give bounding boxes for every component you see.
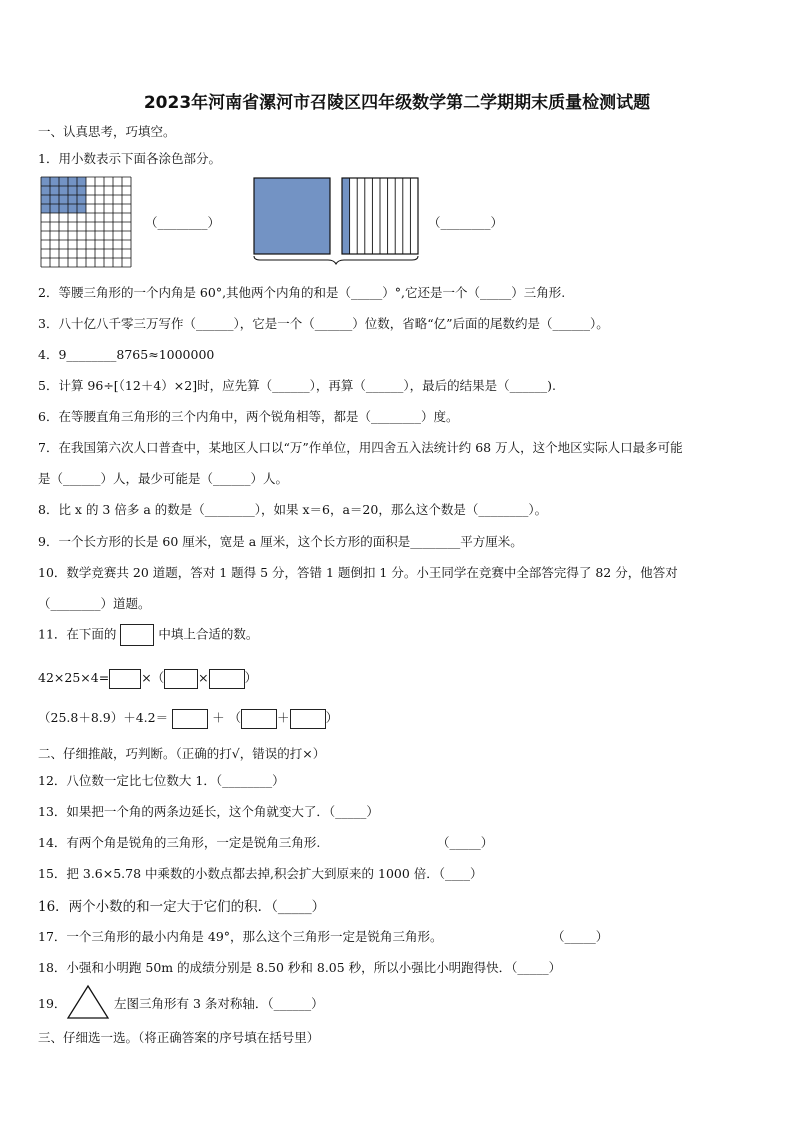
question-2: 2．等腰三角形的一个内角是 60°,其他两个内角的和是（_____）°,它还是一个（_____）三角形. (38, 285, 566, 300)
question-16: 16．两个小数的和一定大于它们的积．（_____） (38, 899, 326, 915)
grid-10x10-figure (40, 176, 132, 268)
q11-equation-1 (38, 668, 257, 689)
question-6: 6．在等腰直角三角形的三个内角中，两个锐角相等，都是（________）度。 (38, 409, 459, 424)
question-17: 17．一个三角形的最小内角是 49°，那么这个三角形一定是锐角三角形。 (38, 929, 443, 944)
eq1-box-2[interactable] (164, 669, 198, 689)
question-10-line-2: （________）道题。 (38, 596, 151, 611)
eq1-times: ×（ (141, 670, 165, 685)
question-19-text: 左图三角形有 3 条对称轴．（______） (114, 996, 324, 1011)
triangle-figure (66, 984, 110, 1020)
question-7-line-2: 是（______）人，最少可能是（______）人。 (38, 471, 289, 486)
question-5: 5．计算 96÷[（12＋4）×2]时，应先算（______），再算（______），最后的结果是（______). (38, 378, 556, 393)
question-9: 9．一个长方形的长是 60 厘米，宽是 a 厘米，这个长方形的面积是________平方厘米。 (38, 534, 523, 549)
q11-prefix: 11．在下面的 (38, 626, 117, 642)
section-1-heading: 一、认真思考，巧填空。 (38, 124, 176, 139)
strip-shaded (342, 178, 350, 254)
question-7-line-1: 7．在我国第六次人口普查中，某地区人口以“万”作单位，用四舍五入法统计约 68 万人，这个地区实际人口最多可能 (38, 440, 683, 455)
question-19-number: 19． (38, 996, 67, 1011)
question-4: 4．9________8765≈1000000 (38, 347, 215, 362)
question-11 (38, 624, 258, 646)
eq2-box-2[interactable] (241, 709, 277, 729)
question-10-line-1: 10．数学竞赛共 20 道题，答对 1 题得 5 分，答错 1 题倒扣 1 分。小王同学在竞赛中全部答完得了 82 分，他答对 (38, 565, 678, 580)
eq1-close: ） (244, 670, 258, 685)
page-title: 2023年河南省漯河市召陵区四年级数学第二学期期末质量检测试题 (143, 93, 651, 113)
q14-answer: （_____） (437, 835, 494, 850)
question-3: 3．八十亿八千零三万写作（______），它是一个（______）位数，省略“亿”后面的尾数约是（______）。 (38, 316, 609, 331)
eq2-plus-2: ＋ (277, 710, 290, 725)
q17-answer: （_____） (552, 929, 609, 944)
eq2-box-3[interactable] (290, 709, 326, 729)
q11-equation-2 (38, 708, 338, 729)
q11-suffix: 中填上合适的数。 (158, 626, 259, 642)
question-15: 15．把 3.6×5.78 中乘数的小数点都去掉,积会扩大到原来的 1000 倍．（____） (38, 866, 483, 881)
eq2-close: ） (325, 710, 339, 725)
question-18: 18．小强和小明跑 50m 的成绩分别是 8.50 秒和 8.05 秒，所以小强比小明跑得快．（_____） (38, 960, 562, 975)
eq1-left: 42×25×4= (38, 670, 110, 685)
question-12: 12．八位数一定比七位数大 1．（________） (38, 773, 285, 788)
square-strips-figure (250, 176, 422, 268)
eq1-box-3[interactable] (209, 669, 245, 689)
question-1: 1．用小数表示下面各涂色部分。 (38, 151, 221, 166)
eq1-times-2: × (198, 670, 209, 685)
section-2-heading: 二、仔细推敲，巧判断。（正确的打√，错误的打×） (38, 746, 326, 761)
eq1-box-1[interactable] (109, 669, 141, 689)
section-3-heading: 三、仔细选一选。（将正确答案的序号填在括号里） (38, 1030, 320, 1045)
question-13: 13．如果把一个角的两条边延长，这个角就变大了．（_____） (38, 804, 379, 819)
eq2-plus: ＋ （ (212, 710, 242, 725)
question-14: 14．有两个角是锐角的三角形，一定是锐角三角形. (38, 835, 321, 850)
q1-answer-b: （________） (428, 215, 504, 230)
question-8: 8．比 x 的 3 倍多 a 的数是（________），如果 x＝6，a＝20，那么这个数是（________）。 (38, 502, 548, 517)
eq2-box-1[interactable] (172, 709, 208, 729)
eq2-left: （25.8＋8.9）＋4.2＝ (38, 710, 169, 725)
example-box (120, 624, 154, 646)
q1-answer-a: （________） (145, 215, 221, 230)
